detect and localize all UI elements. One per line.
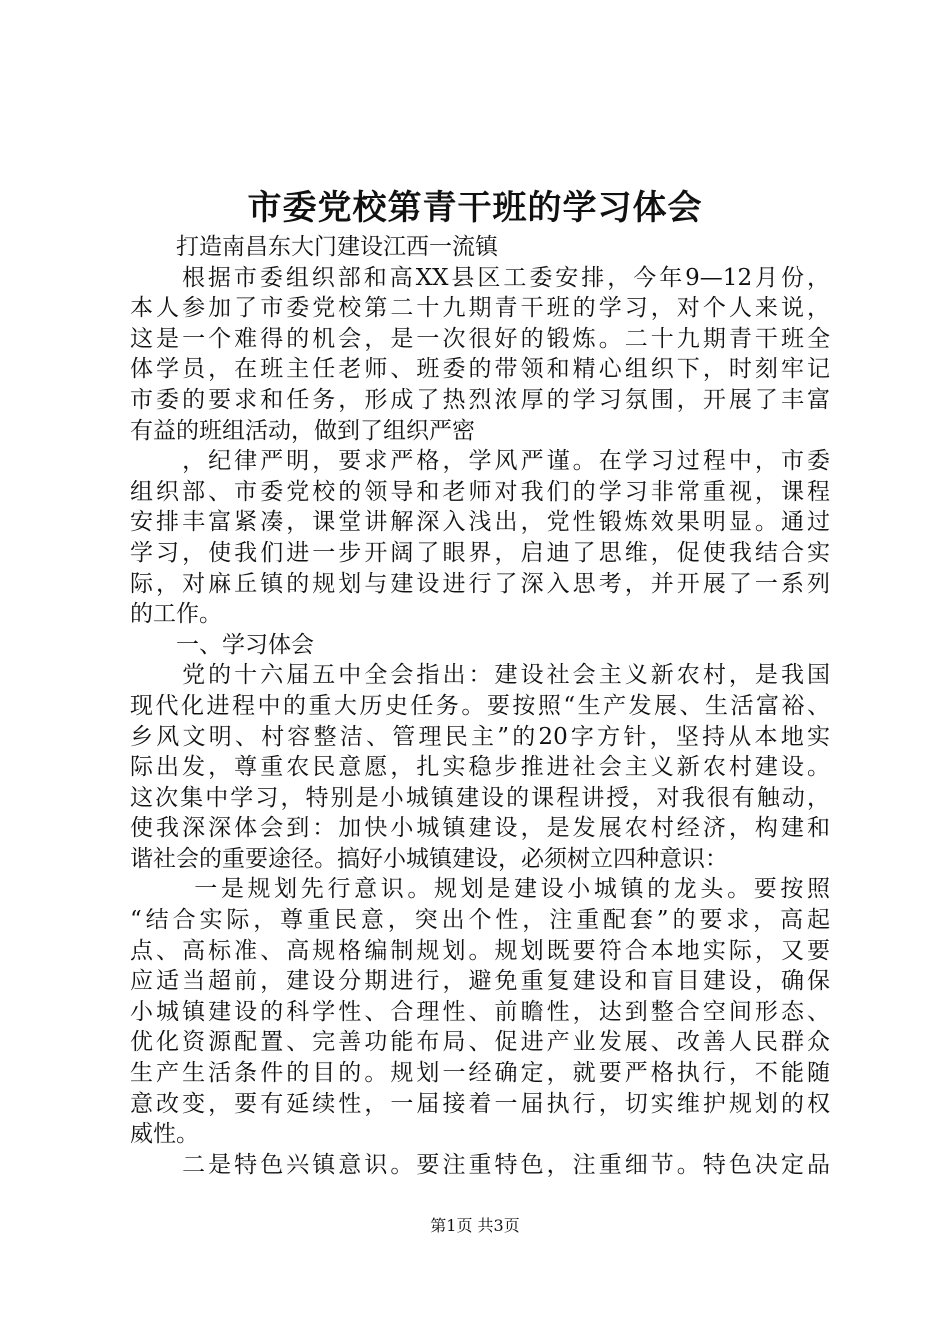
body-line: 二是特色兴镇意识。要注重特色，注重细节。特色决定品: [130, 1151, 830, 1178]
body-line: 现代化进程中的重大历史任务。要按照“生产发展、生活富裕、: [130, 692, 830, 719]
body-line: 体学员，在班主任老师、班委的带领和精心组织下，时刻牢记: [130, 356, 830, 383]
body-line: 威性。: [130, 1121, 199, 1148]
body-line: 市委的要求和任务，形成了热烈浓厚的学习氛围，开展了丰富: [130, 386, 830, 413]
body-line: 的工作。: [130, 601, 222, 628]
body-line: 应适当超前，建设分期进行，避免重复建设和盲目建设，确保: [130, 968, 830, 995]
body-line: 使我深深体会到：加快小城镇建设，是发展农村经济，构建和: [130, 815, 830, 842]
body-line: 学习，使我们进一步开阔了眼界，启迪了思维，促使我结合实: [130, 539, 830, 566]
body-line: 有益的班组活动，做到了组织严密: [130, 417, 475, 444]
body-line: 生产生活条件的目的。规划一经确定，就要严格执行，不能随: [130, 1060, 830, 1087]
body-line: 际出发，尊重农民意愿，扎实稳步推进社会主义新农村建设。: [130, 754, 830, 781]
body-line: 安排丰富紧凑，课堂讲解深入浅出，党性锻炼效果明显。通过: [130, 509, 830, 536]
body-line: 乡风文明、村容整洁、管理民主”的20字方针，坚持从本地实: [130, 723, 830, 750]
body-line: 际，对麻丘镇的规划与建设进行了深入思考，并开展了一系列: [130, 570, 830, 597]
body-line: 一、学习体会: [130, 631, 314, 658]
body-line: 组织部、市委党校的领导和老师对我们的学习非常重视，课程: [130, 478, 830, 505]
body-line: 优化资源配置、完善功能布局、促进产业发展、改善人民群众: [130, 1029, 830, 1056]
page-title: 市委党校第青干班的学习体会: [247, 188, 703, 228]
body-line: “结合实际，尊重民意，突出个性，注重配套”的要求，高起: [130, 907, 830, 934]
body-line: 本人参加了市委党校第二十九期青干班的学习，对个人来说，: [130, 295, 830, 322]
body-line: ，纪律严明，要求严格，学风严谨。在学习过程中，市委: [130, 448, 830, 475]
body-line: 根据市委组织部和高XX县区工委安排，今年9—12月份，: [130, 264, 830, 291]
body-line: 谐社会的重要途径。搞好小城镇建设，必须树立四种意识：: [130, 845, 728, 872]
document-body: [130, 232, 830, 1180]
body-line: 党的十六届五中全会指出：建设社会主义新农村，是我国: [130, 662, 830, 689]
body-line: 意改变，要有延续性，一届接着一届执行，切实维护规划的权: [130, 1090, 830, 1117]
body-line: 打造南昌东大门建设江西一流镇: [130, 234, 498, 260]
page-footer: 第1页 共3页: [430, 1216, 520, 1235]
body-line: 点、高标准、高规格编制规划。规划既要符合本地实际，又要: [130, 937, 830, 964]
body-line: 这次集中学习，特别是小城镇建设的课程讲授，对我很有触动，: [130, 784, 830, 811]
body-line: 一是规划先行意识。规划是建设小城镇的龙头。要按照: [130, 876, 830, 903]
body-line: 小城镇建设的科学性、合理性、前瞻性，达到整合空间形态、: [130, 998, 830, 1025]
body-line: 这是一个难得的机会，是一次很好的锻炼。二十九期青干班全: [130, 325, 830, 352]
